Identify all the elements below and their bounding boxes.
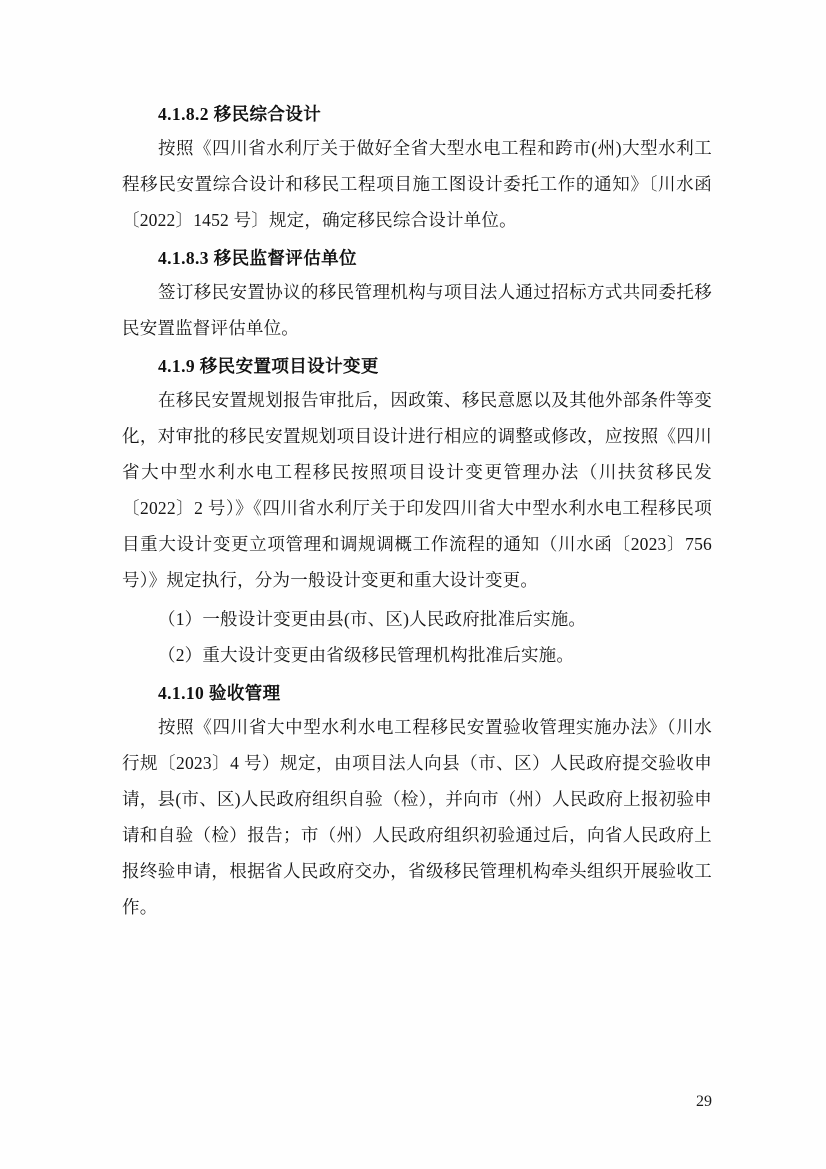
- section-4-1-8-2: [122, 100, 712, 238]
- list-item: （2）重大设计变更由省级移民管理机构批准后实施。: [158, 644, 575, 665]
- section-paragraph: 按照《四川省水利厅关于做好全省大型水电工程和跨市(州)大型水利工程移民安置综合设计和移民工程项目施工图设计委托工作的通知》〔川水函〔2022〕1452 号〕规定，确定移民综合设计单位。: [122, 138, 712, 231]
- section-paragraph: 按照《四川省大中型水利水电工程移民安置验收管理实施办法》（川水行规〔2023〕4 号）规定，由项目法人向县（市、区）人民政府提交验收申请，县(市、区)人民政府组织自验（检），并向市（州）人民政府上报初验申请和自验（检）报告；市（州）人民政府组织初验通过后，向省人民政府上报终验申请，根据省人民政府交办，省级移民管理机构牵头组织开展验收工作。: [122, 716, 712, 917]
- list-item: （1）一般设计变更由县(市、区)人民政府批准后实施。: [158, 608, 587, 629]
- section-heading: 4.1.10 验收管理: [158, 682, 281, 703]
- section-heading: 4.1.8.2 移民综合设计: [158, 104, 322, 124]
- section-paragraph: 在移民安置规划报告审批后，因政策、移民意愿以及其他外部条件等变化，对审批的移民安置规划项目设计进行相应的调整或修改，应按照《四川省大中型水利水电工程移民按照项目设计变更管理办法（川扶贫移民发〔2022〕2 号）》《四川省水利厅关于印发四川省大中型水利水电工程移民项目重大设计变更立项管理和调规调概工作流程的通知（川水函〔2023〕756 号）》规定执行，分为一般设计变更和重大设计变更。: [122, 390, 712, 591]
- page-content: [122, 100, 712, 931]
- section-heading: 4.1.8.3 移民监督评估单位: [158, 248, 357, 269]
- section-4-1-10: [122, 679, 712, 925]
- section-4-1-8-3: [122, 244, 712, 346]
- section-heading: 4.1.9 移民安置项目设计变更: [158, 356, 379, 377]
- section-paragraph: 签订移民安置协议的移民管理机构与项目法人通过招标方式共同委托移民安置监督评估单位。: [122, 282, 712, 339]
- page-number: 29: [696, 1093, 712, 1110]
- section-4-1-9: [122, 352, 712, 672]
